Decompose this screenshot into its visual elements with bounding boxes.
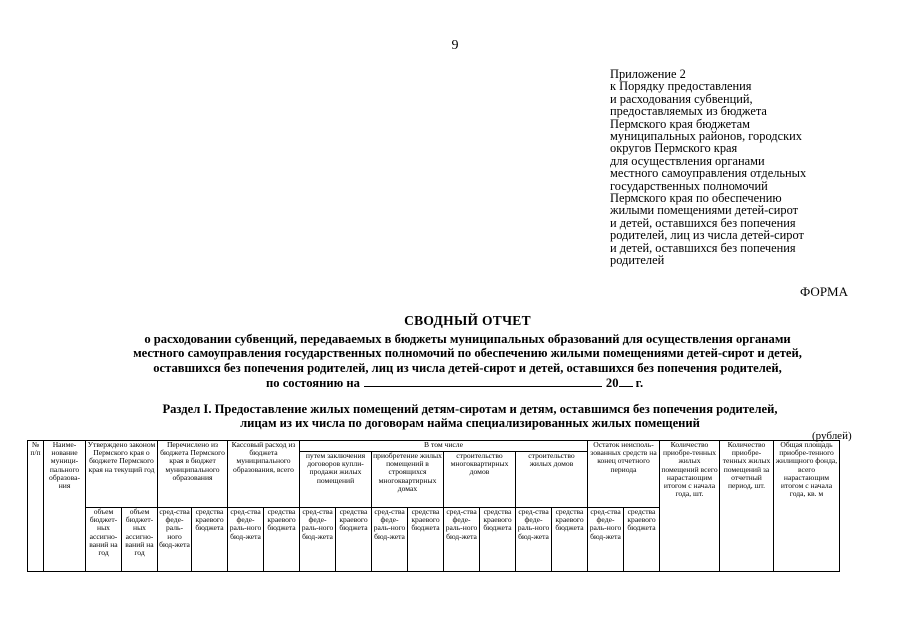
header-cash-expense: Кассовый расход из бюджета муниципального образования, всего	[228, 441, 300, 508]
appendix-block	[610, 68, 880, 267]
header-volume-a: объем бюджет-ных ассигно-ваний на год	[86, 508, 122, 572]
appendix-line: и детей, оставшихся без попечения	[610, 215, 796, 230]
appendix-line: Пермского края бюджетам	[610, 116, 750, 131]
year-suffix: г.	[635, 376, 644, 390]
report-table	[27, 440, 840, 572]
header-regional: средства краевого бюджета	[552, 508, 588, 572]
header-federal: сред-ства феде-раль-ного бюд-жета	[516, 508, 552, 572]
header-in-total: В том числе	[300, 441, 588, 452]
appendix-line: округов Пермского края	[610, 141, 738, 156]
header-regional: средства краевого бюджета	[264, 508, 300, 572]
header-regional: средства краевого бюджета	[408, 508, 444, 572]
form-label: ФОРМА	[800, 284, 848, 299]
header-approved: Утверждено законом Пермского края о бюджете Пермского края на текущий год	[86, 441, 158, 508]
report-title: СВОДНЫЙ ОТЧЕТ	[404, 313, 531, 328]
header-municipality: Наиме-нование муници-пального образова-ния	[44, 441, 86, 572]
appendix-line: родителей, лиц из числа детей-сирот	[610, 228, 804, 243]
appendix-line: государственных полномочий	[610, 178, 768, 193]
appendix-line: родителей	[610, 253, 665, 268]
section-heading	[120, 403, 820, 430]
subtitle-line: оставшихся без попечения родителей, лиц из числа детей-сирот и детей, оставшихся без попечения родителей,	[153, 360, 782, 375]
header-federal: сред-ства феде-раль-ного бюд-жета	[300, 508, 336, 572]
header-regional: средства краевого бюджета	[480, 508, 516, 572]
appendix-line: предоставляемых из бюджета	[610, 104, 767, 119]
appendix-line: для осуществления органами	[610, 153, 765, 168]
header-regional: средства краевого бюджета	[336, 508, 372, 572]
header-purchase-contracts: путем заключения договоров купли-продажи жилых помещений	[300, 452, 372, 508]
header-remainder: Остаток неисполь-зованных средств на конец отчетного периода	[588, 441, 660, 508]
section-line: Раздел I. Предоставление жилых помещений детям-сиротам и детям, оставшимся без попечения родителей,	[162, 402, 778, 416]
appendix-line: жилыми помещениями детей-сирот	[610, 203, 799, 218]
header-federal: сред-ства феде-раль-ного бюд-жета	[372, 508, 408, 572]
as-of-prefix: по состоянию на	[266, 376, 360, 390]
header-volume-b: объем бюджет-ных ассигно-ваний на год	[122, 508, 158, 572]
header-acquire-under-construction: приобретение жилых помещений в строящихся многоквартирных домах	[372, 452, 444, 508]
header-transferred: Перечислено из бюджета Пермского края в бюджет муниципального образования	[158, 441, 228, 508]
subtitle-line: местного самоуправления государственных полномочий по обеспечению жилыми помещениями детей-сирот и детей,	[133, 346, 802, 361]
header-qty-period: Количество приобре-тенных жилых помещений за отчетный период, шт.	[720, 441, 774, 572]
header-federal: сред-ства феде-раль-ного бюд-жета	[158, 508, 192, 572]
section-line: лицам из их числа по договорам найма специализированных жилых помещений	[240, 415, 700, 430]
header-build-houses: строительство жилых домов	[516, 452, 588, 508]
appendix-line: муниципальных районов, городских	[610, 129, 802, 144]
report-subtitle	[70, 332, 865, 375]
appendix-line: Приложение 2	[610, 67, 686, 81]
appendix-line: и расходования субвенций,	[610, 91, 753, 106]
header-regional: средства краевого бюджета	[192, 508, 228, 572]
as-of-date-line	[266, 376, 643, 391]
header-federal: сред-ства феде-раль-ного бюд-жета	[444, 508, 480, 572]
header-num: № п/п	[28, 441, 44, 572]
appendix-line: и детей, оставшихся без попечения	[610, 240, 796, 255]
page-number: 9	[451, 38, 459, 53]
header-build-multi: строительство многоквартирных домов	[444, 452, 516, 508]
header-federal: сред-ства феде-раль-ного бюд-жета	[228, 508, 264, 572]
header-federal: сред-ства феде-раль-ного бюд-жета	[588, 508, 624, 572]
unit-label: (рублей)	[812, 430, 852, 442]
appendix-line: местного самоуправления отдельных	[610, 166, 807, 181]
header-qty-cumulative: Количество приобре-тенных жилых помещений всего нарастающим итогом с начала года, шт.	[660, 441, 720, 572]
year-prefix: 20	[605, 376, 619, 390]
appendix-line: к Порядку предоставления	[610, 79, 752, 94]
year-blank-field[interactable]	[619, 376, 633, 387]
date-blank-field[interactable]	[364, 376, 602, 387]
subtitle-line: о расходовании субвенций, передаваемых в бюджеты муниципальных образований для осуществления органами	[144, 332, 791, 346]
header-regional: средства краевого бюджета	[624, 508, 660, 572]
header-area: Общая площадь приобре-тенного жилищного фонда, всего нарастающим итогом с начала года, кв. м	[774, 441, 840, 572]
appendix-line: Пермского края по обеспечению	[610, 191, 782, 206]
